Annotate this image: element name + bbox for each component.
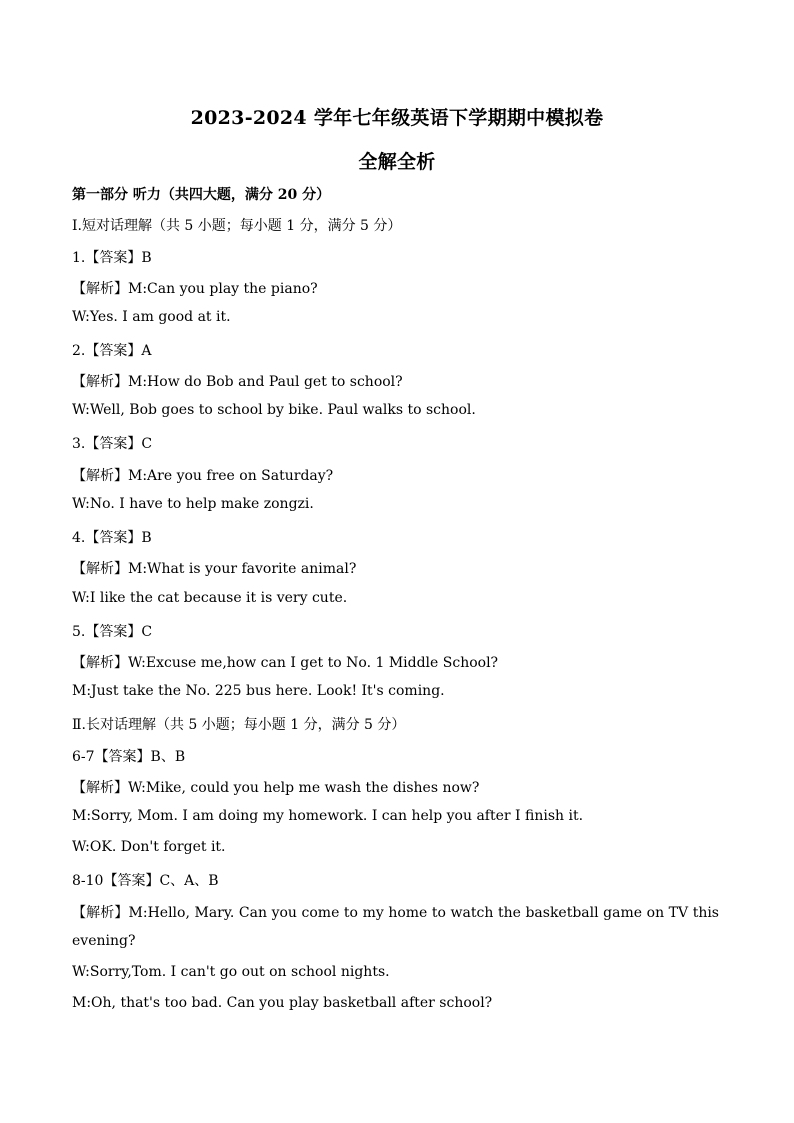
analysis-line: 【解析】M:Can you play the piano?: [72, 281, 318, 297]
analysis-line: 【解析】M:Are you free on Saturday?: [72, 468, 334, 484]
dialogue-line: W:Well, Bob goes to school by bike. Paul walks to school.: [72, 402, 476, 418]
dialogue-line: W:No. I have to help make zongzi.: [72, 496, 314, 512]
answer-line: 6-7【答案】B、B: [72, 749, 186, 765]
dialogue-continuation: evening?: [72, 933, 136, 949]
dialogue-line: W:I like the cat because it is very cute.: [72, 590, 348, 606]
dialogue-line: M:Oh, that's too bad. Can you play basketball after school?: [72, 995, 493, 1011]
dialogue-line: W:Sorry,Tom. I can't go out on school nights.: [72, 964, 390, 980]
answer-line: 8-10【答案】C、A、B: [72, 873, 219, 889]
dialogue-line: M:Just take the No. 225 bus here. Look! It's coming.: [72, 683, 445, 699]
document-title: 2023-2024 学年七年级英语下学期期中模拟卷: [190, 107, 604, 129]
analysis-line: 【解析】M:How do Bob and Paul get to school?: [72, 374, 403, 390]
dialogue-line: M:Sorry, Mom. I am doing my homework. I can help you after I finish it.: [72, 808, 584, 824]
answer-line: 5.【答案】C: [72, 624, 153, 640]
answer-line: 3.【答案】C: [72, 436, 153, 452]
subsection-heading-long-dialogues: Ⅱ.长对话理解（共 5 小题；每小题 1 分，满分 5 分）: [72, 717, 406, 733]
answer-line: 4.【答案】B: [72, 530, 152, 546]
document-subtitle: 全解全析: [358, 151, 436, 173]
analysis-line: 【解析】M:What is your favorite animal?: [72, 561, 357, 577]
dialogue-line: W:Yes. I am good at it.: [72, 309, 231, 325]
analysis-line: 【解析】W:Mike, could you help me wash the dishes now?: [72, 780, 480, 796]
answer-line: 2.【答案】A: [72, 343, 152, 359]
subsection-heading-short-dialogues: Ⅰ.短对话理解（共 5 小题；每小题 1 分，满分 5 分）: [72, 218, 402, 234]
dialogue-line: W:OK. Don't forget it.: [72, 839, 226, 855]
answer-line: 1.【答案】B: [72, 250, 152, 266]
analysis-line: 【解析】W:Excuse me,how can I get to No. 1 Middle School?: [72, 655, 499, 671]
analysis-line: 【解析】M:Hello, Mary. Can you come to my home to watch the basketball game on TV this: [72, 905, 719, 921]
section-heading-listening: 第一部分 听力（共四大题，满分 20 分）: [72, 187, 331, 203]
